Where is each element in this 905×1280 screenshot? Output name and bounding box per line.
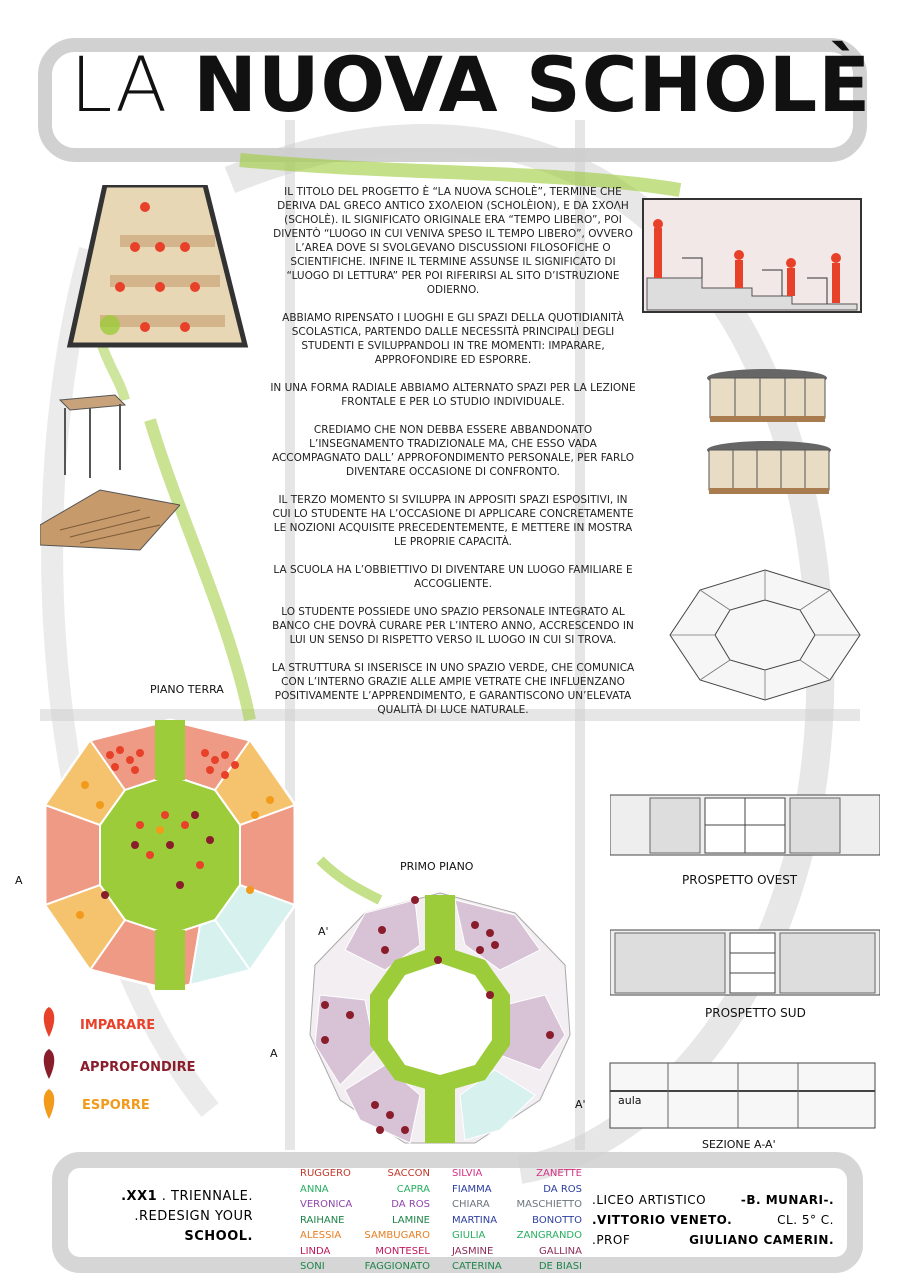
student-name-row: SONI FAGGIONATO <box>300 1261 430 1272</box>
intro-paragraph-7: LO STUDENTE POSSIEDE UNO SPAZIO PERSONALE INTEGRATO AL BANCO CHE DOVRÀ CURARE PER L’INTERO ANNO, ACCRESCENDO IN LUI UN SENSO DI RISPETTO VERSO IL LUOGO IN CUI SI TROVA. <box>272 606 634 646</box>
imparare-marker-icon <box>40 1005 58 1039</box>
axonometric-sketch <box>650 550 880 710</box>
legend-imparare: IMPARARE <box>80 1018 156 1033</box>
footer-right <box>592 1190 834 1250</box>
footer-school: SCHOOL. <box>184 1229 253 1244</box>
approfondire-marker-icon <box>40 1047 58 1081</box>
esporre-marker-icon <box>40 1087 58 1121</box>
stairs-illustration <box>40 485 180 555</box>
section-marker-a-first: A <box>270 1047 278 1060</box>
legend-approfondire: APPROFONDIRE <box>80 1060 196 1075</box>
intro-paragraph-1: IL TITOLO DEL PROGETTO È “LA NUOVA SCHOLÈ”, TERMINE CHE DERIVA DAL GRECO ANTICO ΣΧΟΛΕΙΟΝ (SCHOLÈION), E DA ΣΧΟΛΗ (SCHOLÈ). IL SIGNIFICATO ORIGINALE ERA “TEMPO LIBERO”, POI DIVENTÒ “LUOGO IN CUI VENIVA SPESO IL TEMPO LIBERO”, OVVERO L’AREA DOVE SI SVOLGEVANO DISCUSSIONI FILOSOFICHE O SCIENTIFICHE. INFINE IL TERMINE ASSUNSE IL SIGNIFICATO DI “LUOGO DI LETTURA” PER POI RIFERIRSI AL SITO D’ISTRUZIONE ODIERNO. <box>273 186 633 296</box>
primo-piano-label: PRIMO PIANO <box>400 860 474 873</box>
intro-paragraph-2: ABBIAMO RIPENSATO I LUOGHI E GLI SPAZI DELLA QUOTIDIANITÀ SCOLASTICA, PARTENDO DALLE NECESSITÀ PRINCIPALI DEGLI STUDENTI E SVILUPPANDOLI IN TRE MOMENTI: IMPARARE, APPROFONDIRE ED ESPORRE. <box>282 312 624 366</box>
student-name-row: ANNA CAPRA <box>300 1183 430 1195</box>
footer-xx1: .XX1 <box>121 1189 158 1204</box>
prospetto-sud-label: PROSPETTO SUD <box>705 1006 806 1020</box>
legend-esporre: ESPORRE <box>82 1098 150 1113</box>
school-city: .VITTORIO VENETO. <box>592 1213 733 1227</box>
page-title <box>70 40 871 129</box>
amphitheatre-section-illustration <box>642 198 862 313</box>
student-name-row: GIULIA ZANGRANDO <box>452 1230 582 1241</box>
desk-illustration <box>55 390 130 485</box>
aula-label: aula <box>618 1094 642 1107</box>
prospetto-ovest-drawing <box>610 790 880 860</box>
legend <box>40 1005 240 1125</box>
intro-paragraph-3: IN UNA FORMA RADIALE ABBIAMO ALTERNATO SPAZI PER LA LEZIONE FRONTALE E PER LO STUDIO INDIVIDUALE. <box>270 382 636 408</box>
sezione-drawing <box>608 1058 878 1133</box>
classroom-plan-illustration <box>65 185 250 350</box>
school-name: .LICEO ARTISTICO <box>592 1193 707 1207</box>
module-lower-illustration <box>705 440 835 500</box>
student-name-row: ALESSIA SAMBUGARO <box>300 1230 430 1241</box>
intro-text <box>268 185 638 731</box>
school-class: CL. 5° C. <box>777 1213 834 1227</box>
school-munari: -B. MUNARI-. <box>740 1193 834 1207</box>
intro-paragraph-4: CREDIAMO CHE NON DEBBA ESSERE ABBANDONATO L’INSEGNAMENTO TRADIZIONALE MA, CHE ESSO VADA ACCOMPAGNATO DALL’ APPROFONDIMENTO PERSONALE, PER FARLO DIVENTARE OCCASIONE DI CONFRONTO. <box>271 424 635 478</box>
footer-left <box>108 1187 253 1247</box>
student-names-col-2 <box>452 1166 582 1275</box>
student-name-row: RAIHANE LAMINE <box>300 1214 430 1226</box>
student-name-row: SILVIA ZANETTE <box>452 1168 582 1179</box>
intro-paragraph-8: LA STRUTTURA SI INSERISCE IN UNO SPAZIO VERDE, CHE COMUNICA CON L’INTERNO GRAZIE ALLE AMPIE VETRATE CHE INFLUENZANO POSITIVAMENTE L’APPRENDIMENTO, E GARANTISCONO UN’ELEVATA QUALITÀ DI LUCE NATURALE. <box>271 662 635 716</box>
student-name-row: CHIARA MASCHIETTO <box>452 1199 582 1210</box>
student-name-row: RUGGERO SACCON <box>300 1168 430 1179</box>
prof-label: .PROF <box>592 1233 631 1247</box>
student-name-row: FIAMMA DA ROS <box>452 1183 582 1195</box>
student-names-col-1 <box>300 1166 430 1275</box>
ground-floor-plan <box>40 715 300 995</box>
student-name-row: VERONICA DA ROS <box>300 1199 430 1210</box>
footer-triennale: . TRIENNALE. <box>157 1189 253 1204</box>
student-name-row: CATERINA DE BIASI <box>452 1261 582 1272</box>
intro-paragraph-5: IL TERZO MOMENTO SI SVILUPPA IN APPOSITI SPAZI ESPOSITIVI, IN CUI LO STUDENTE HA L’OCCASIONE DI APPLICARE CONCRETAMENTE LE NOZIONI ACQUISITE PRECEDENTEMENTE, E METTERE IN MOSTRA LE PROPRIE CAPACITÀ. <box>272 494 634 548</box>
prospetto-sud-drawing <box>610 928 880 998</box>
prof-name: GIULIANO CAMERIN. <box>689 1233 834 1247</box>
module-upper-illustration <box>705 368 830 428</box>
piano-terra-label: PIANO TERRA <box>150 683 224 696</box>
title-part-1: LA <box>70 40 194 129</box>
section-marker-a-ground: A <box>15 874 23 887</box>
student-name-row: LINDA MONTESEL <box>300 1245 430 1257</box>
student-name-row: JASMINE GALLINA <box>452 1245 582 1257</box>
title-part-2: NUOVA SCHOLÈ <box>193 40 872 129</box>
section-marker-a-prime-first: A' <box>575 1098 586 1111</box>
footer-redesign: .REDESIGN YOUR <box>134 1209 253 1224</box>
intro-paragraph-6: LA SCUOLA HA L’OBBIETTIVO DI DIVENTARE UN LUOGO FAMILIARE E ACCOGLIENTE. <box>273 564 633 590</box>
first-floor-plan <box>300 885 580 1155</box>
sezione-label: SEZIONE A-A' <box>702 1138 776 1151</box>
section-marker-a-prime-ground: A' <box>318 925 329 938</box>
prospetto-ovest-label: PROSPETTO OVEST <box>682 873 798 887</box>
student-name-row: MARTINA BONOTTO <box>452 1214 582 1226</box>
